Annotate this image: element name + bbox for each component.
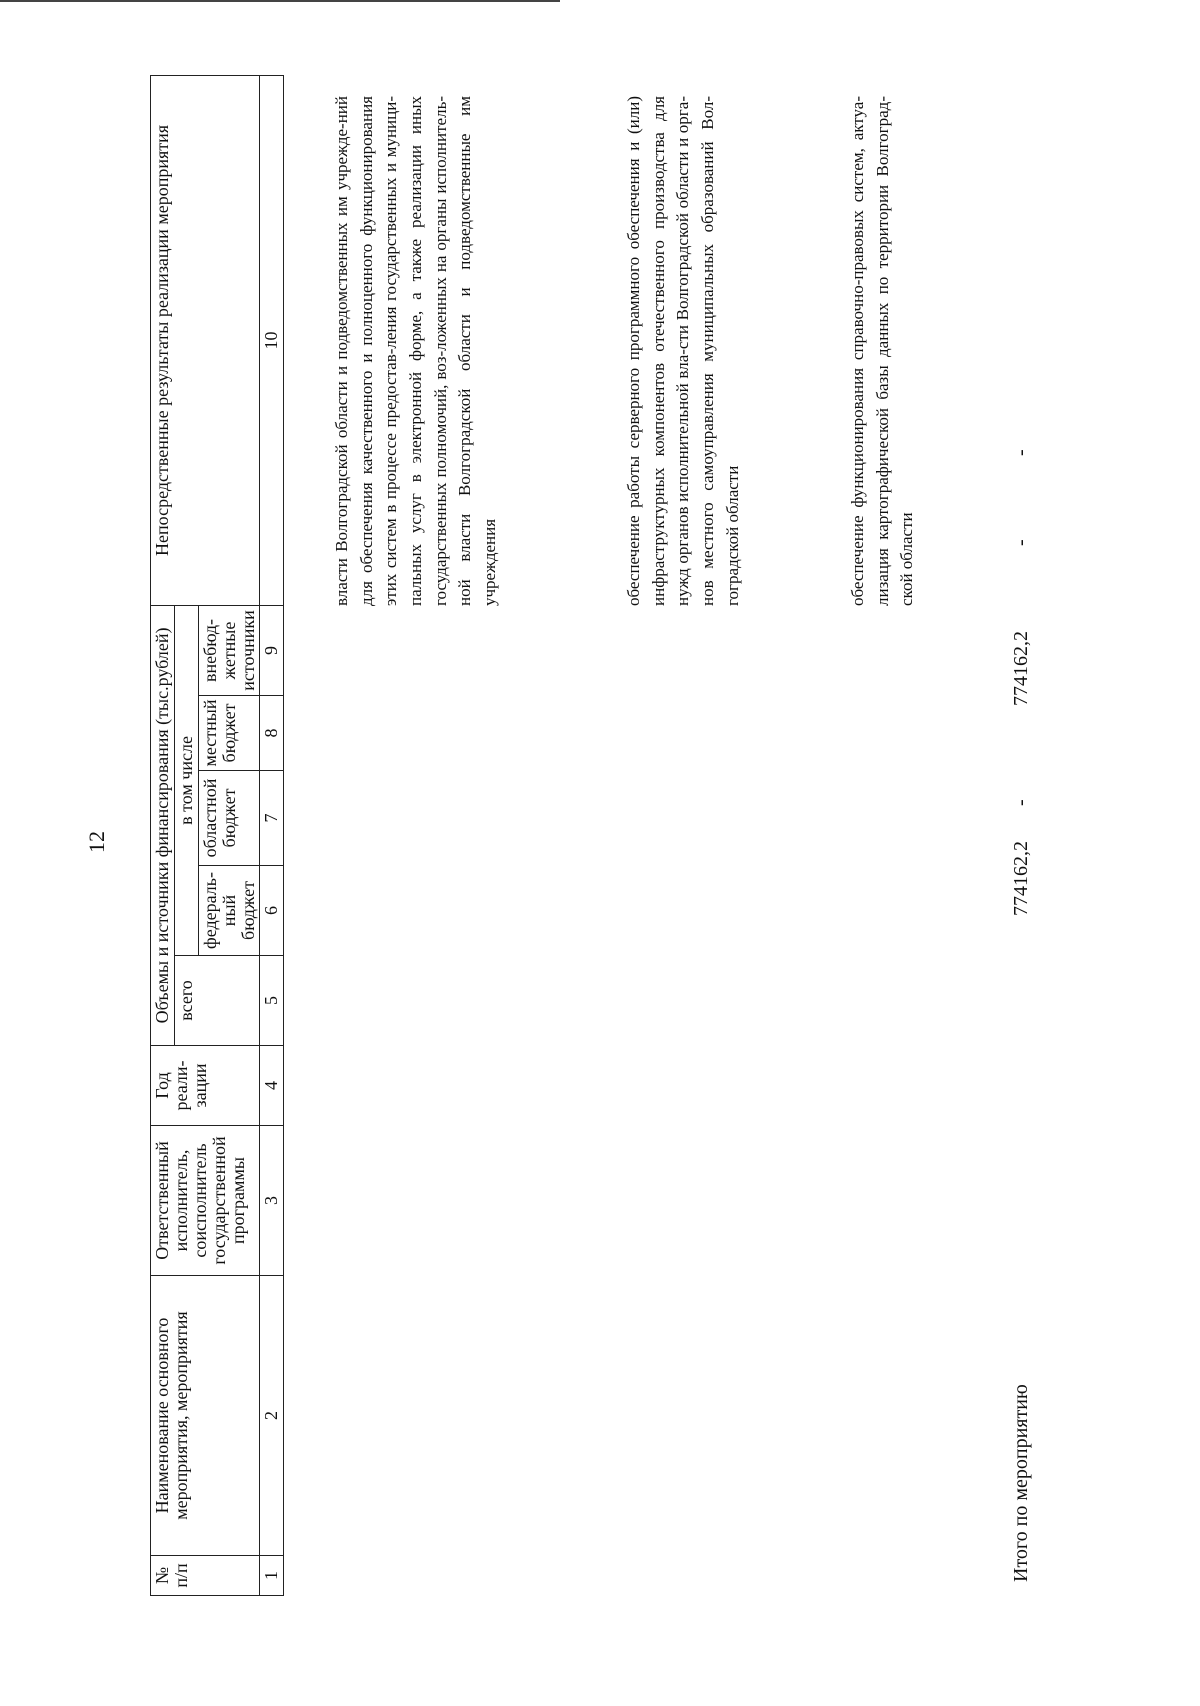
result-text-3: обеспечение функционирования справочно-правовых систем, актуа-лизация картографической базы данных по территории Волгоград-ской области xyxy=(848,96,917,606)
financing-table xyxy=(150,75,284,1596)
header-executor: Ответственный исполнитель, соисполнитель государственной программы xyxy=(151,1126,260,1276)
col-number-6: 6 xyxy=(260,866,284,956)
col-number-9: 9 xyxy=(260,605,284,695)
header-number: № п/п xyxy=(151,1556,260,1596)
col-number-1: 1 xyxy=(260,1556,284,1596)
total-label: Итого по мероприятию xyxy=(1010,1384,1032,1582)
total-all: 774162,2 xyxy=(1010,841,1032,916)
col-number-7: 7 xyxy=(260,771,284,866)
header-extrabudget: внебюд-жетные источники xyxy=(198,605,260,695)
result-text-1: власти Волгоградской области и подведомственных им учрежде-ний для обеспечения качественного и полноценного функционирования этих систем в процессе предостав-ления государственных и муници-пальных услуг в электронной форме, а также реализации иных государственных полномочий, воз-ложенных на органы исполнитель-ной власти Волгоградской области и подведомственные им учреждения xyxy=(332,96,499,606)
header-year: Год реали-зации xyxy=(151,1046,260,1126)
header-regional: областной бюджет xyxy=(198,771,260,866)
total-federal: - xyxy=(1010,799,1032,806)
col-number-4: 4 xyxy=(260,1046,284,1126)
total-regional: 774162,2 xyxy=(1010,631,1032,706)
page-number: 12 xyxy=(84,831,109,853)
total-other: - xyxy=(1010,449,1032,456)
header-including: в том числе xyxy=(174,605,198,955)
col-number-10: 10 xyxy=(260,75,284,605)
header-local: местный бюджет xyxy=(198,696,260,771)
col-number-5: 5 xyxy=(260,956,284,1046)
header-total: всего xyxy=(174,956,260,1046)
header-event-name: Наименование основного мероприятия, мероприятия xyxy=(151,1276,260,1556)
col-number-2: 2 xyxy=(260,1276,284,1556)
result-text-2: обеспечение работы серверного программного обеспечения и (или) инфраструктурных компонентов отечественного производства для нужд органов исполнительной вла-сти Волгоградской области и орга-нов местного самоуправления муниципальных образований Вол-гоградской области xyxy=(624,96,742,606)
total-local: - xyxy=(1010,539,1032,546)
col-number-8: 8 xyxy=(260,696,284,771)
header-federal: федераль-ный бюджет xyxy=(198,866,260,956)
header-results: Непосредственные результаты реализации мероприятия xyxy=(151,75,260,605)
col-number-3: 3 xyxy=(260,1126,284,1276)
header-financing: Объемы и источники финансирования (тыс.рублей) xyxy=(151,605,175,1045)
